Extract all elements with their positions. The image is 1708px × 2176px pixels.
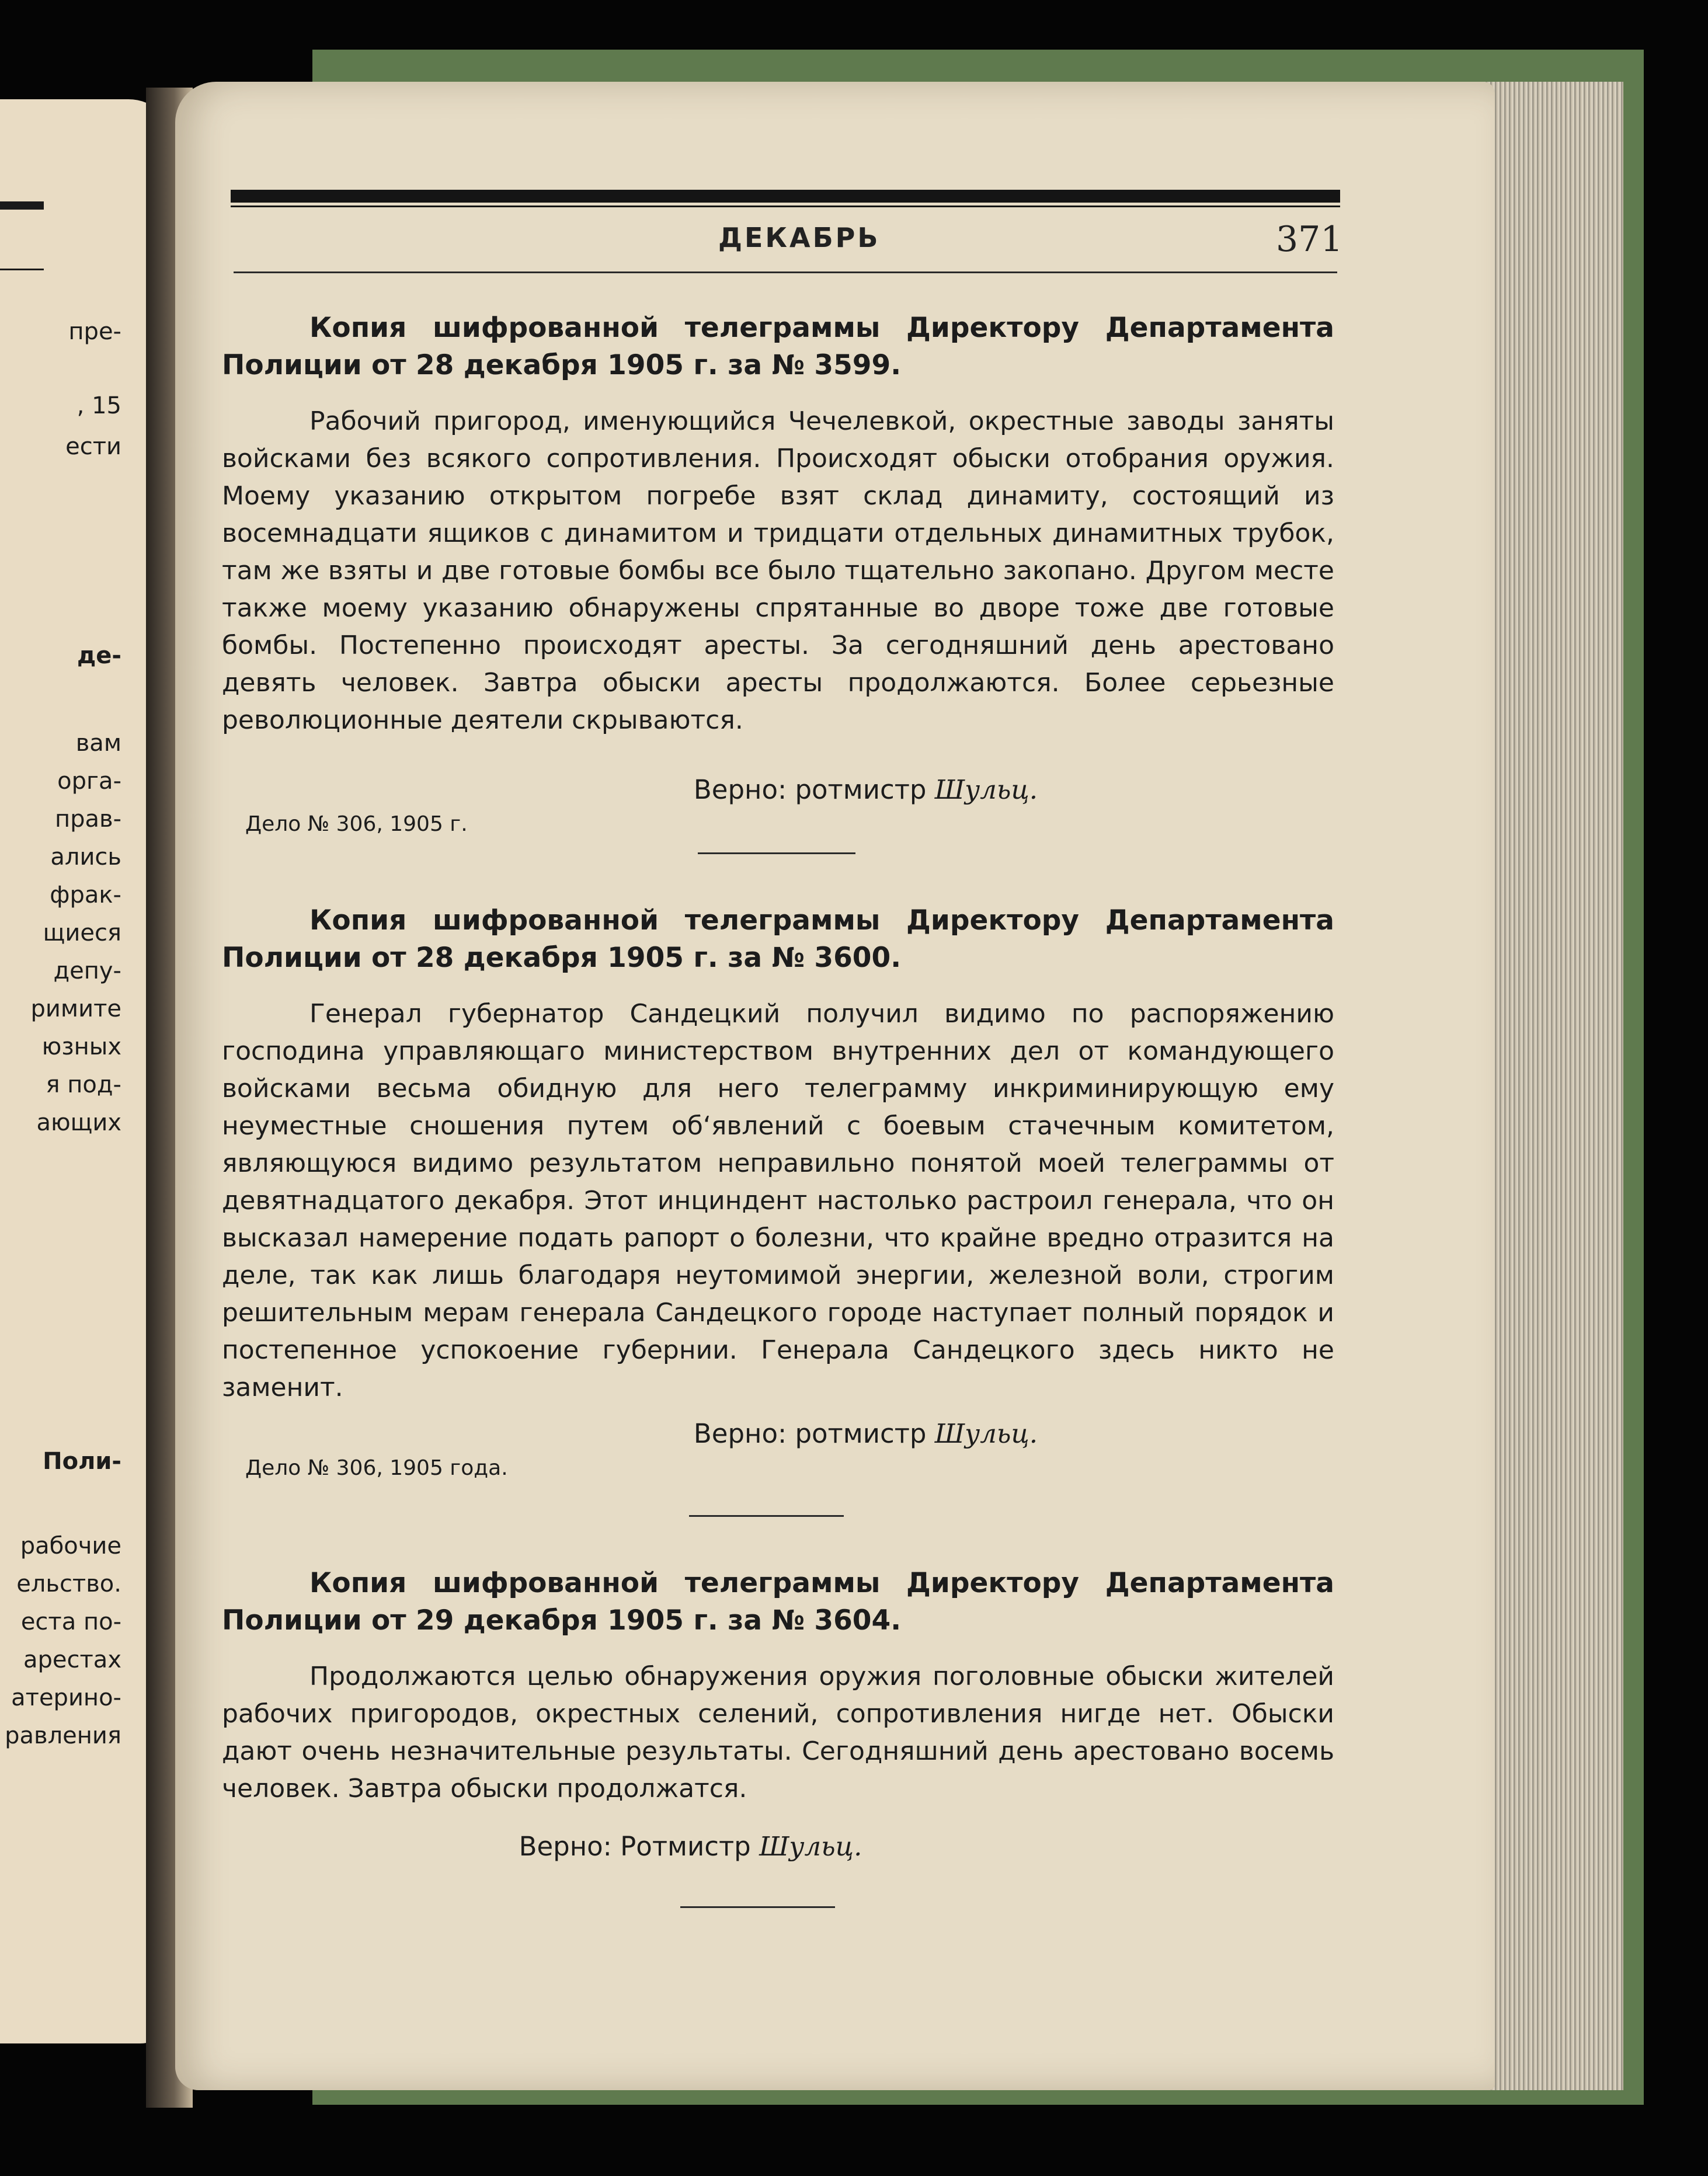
left-page-fragment: арестах: [23, 1646, 121, 1673]
signature-name: Шульц.: [759, 1831, 862, 1862]
telegram-title: Копия шифрованной телеграммы Директору Департамента Полиции от 28 декабря 1905 г. за № 3600.: [222, 904, 1334, 974]
signature: [222, 1831, 1334, 1862]
signature-name: Шульц.: [934, 774, 1038, 805]
left-page-fragment: атерино-: [11, 1684, 121, 1711]
left-page-fragment: ались: [50, 844, 121, 871]
left-page-fragment: пре-: [68, 318, 121, 345]
left-page-fragment: юзных: [41, 1033, 121, 1060]
page-number: 371: [1276, 219, 1343, 260]
signature-prefix: Верно: Ротмистр: [519, 1831, 751, 1862]
left-page-fragment: щиеся: [43, 920, 121, 946]
telegram-body: Продолжаются целью обнаружения оружия поголовные обыски жителей рабочих пригородов, окрестных селений, сопротивления нигде нет. Обыски дают очень незначительные результаты. Сегодняшний день арестовано восемь человек. Завтра обыски продолжатся.: [222, 1662, 1334, 1804]
signature: [222, 1418, 1334, 1449]
left-page-fragment: де-: [76, 642, 121, 669]
signature-prefix: Верно: ротмистр: [693, 1418, 927, 1449]
signature-prefix: Верно: ротмистр: [693, 774, 927, 805]
telegram-title: Копия шифрованной телеграммы Директору Департамента Полиции от 28 декабря 1905 г. за № 3599.: [222, 312, 1334, 381]
file-reference: Дело № 306, 1905 г.: [245, 812, 468, 836]
left-page-fragment: ести: [65, 433, 121, 460]
left-page-rule: [0, 269, 44, 270]
telegram-body: Генерал губернатор Сандецкий получил видимо по распоряжению господина управляющаго министерством внутренних дел от командующего войсками весьма обидную для него телеграмму инкриминирующую ему неуместные сношения путем об‘явлений с боевым стачечным комитетом, являющуюся видимо результатом неправильно понятой моей телеграммы от девятнадцатого декабря. Этот инциндент настолько растроил генерала, что он высказал намерение подать рапорт о болезни, что крайне вредно отразится на деле, так как лишь благодаря неутомимой энергии, железной воли, строгим решительным мерам генерала Сандецкого городе наступает полный порядок и постепенное успокоение губернии. Генерала Сандецкого здесь никто не заменит.: [222, 999, 1334, 1402]
telegram-body: Рабочий пригород, именующийся Чечелевкой, окрестные заводы заняты войсками без всякого сопротивления. Происходят обыски отобрания оружия. Моему указанию открытом погребе взят склад динамиту, состоящий из восемнадцати ящиков с динамитом и тридцати отдельных динамитных трубок, там же взяты и две готовые бомбы все было тщательно закопано. Другом месте также моему указанию обнаружены спрятанные во дворе тоже две готовые бомбы. Постепенно происходят аресты. За сегодняшний день арестовано девять человек. Завтра обыски аресты продолжаются. Более серьезные революционные деятели скрываются.: [222, 406, 1334, 735]
section-divider: [680, 1906, 835, 1908]
left-page-fragment: еста по-: [20, 1609, 121, 1635]
left-page-fragment: я под-: [46, 1071, 121, 1098]
left-page-fragment: , 15: [76, 392, 121, 419]
telegram-3600: [222, 902, 1334, 1480]
running-head: ДЕКАБРЬ: [718, 222, 881, 253]
left-page-fragment: орга-: [57, 768, 121, 795]
page-edges: [1483, 82, 1623, 2090]
left-page-fragment: депу-: [53, 958, 121, 984]
telegram-3599: [222, 309, 1334, 836]
header-bar: [231, 190, 1340, 203]
telegram-3604: [222, 1565, 1334, 1862]
left-page-fragment: ающих: [36, 1109, 121, 1136]
signature: [222, 774, 1334, 805]
left-page-rule: [0, 201, 44, 210]
left-page-fragment: фрак-: [50, 882, 121, 908]
left-page-fragment: рабочие: [20, 1533, 121, 1559]
left-page-fragment: римите: [30, 995, 121, 1022]
left-page-fragment: равления: [5, 1722, 121, 1749]
file-reference: Дело № 306, 1905 года.: [245, 1456, 508, 1480]
signature-name: Шульц.: [934, 1418, 1038, 1449]
section-divider: [689, 1515, 844, 1517]
telegram-title: Копия шифрованной телеграммы Директору Департамента Полиции от 29 декабря 1905 г. за № 3604.: [222, 1567, 1334, 1637]
left-page-fragment: Поли-: [43, 1448, 121, 1475]
header-line: [231, 206, 1340, 207]
section-divider: [698, 852, 855, 854]
left-page-fragment: ельство.: [16, 1571, 121, 1597]
header-rule: [234, 271, 1337, 273]
left-page-fragment: прав-: [54, 806, 121, 833]
left-page-fragment: вам: [75, 730, 121, 757]
